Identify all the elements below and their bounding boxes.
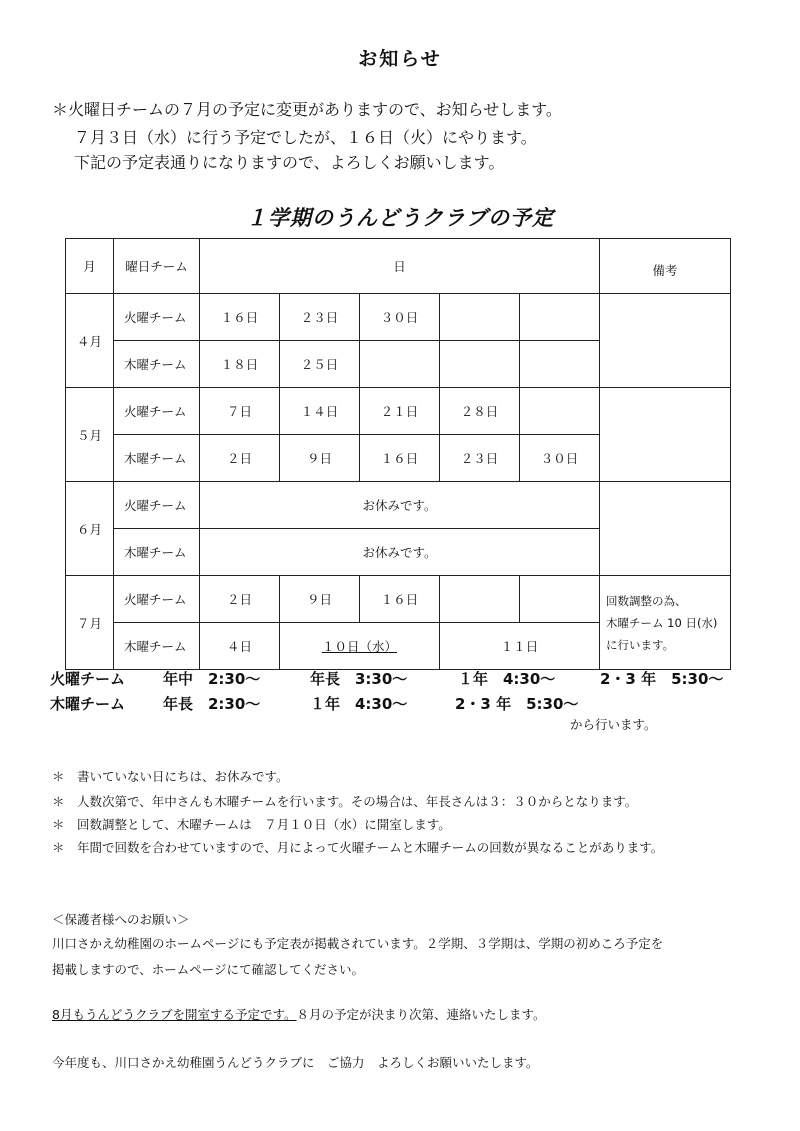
day-cell: [520, 294, 600, 341]
header-team: 曜日チーム: [114, 239, 200, 294]
day-cell: ３０日: [360, 294, 440, 341]
august-underlined: 8月もうんどうクラブを開室する予定です。: [52, 1007, 297, 1022]
team-cell: 木曜チーム: [114, 341, 200, 388]
closing-message: 今年度も、川口さかえ幼稚園うんどうクラブに ご協力 よろしくお願いいたします。: [52, 1055, 539, 1070]
times-tue-group-1: 年中 2:30～: [163, 670, 261, 688]
table-row: [66, 388, 731, 435]
times-thu-group-3: 2・3 年 5:30～: [455, 695, 579, 713]
note-july-line-1: 回数調整の為、: [606, 593, 687, 608]
day-cell: [440, 341, 520, 388]
day-cell: ７日: [200, 388, 280, 435]
day-cell: ９日: [280, 435, 360, 482]
times-tue-group-2: 年長 3:30～: [310, 670, 408, 688]
day-cell: ４日: [200, 623, 280, 670]
month-cell: ５月: [66, 388, 114, 482]
day-cell: １６日: [360, 435, 440, 482]
day-cell: ２３日: [280, 294, 360, 341]
header-month: 月: [66, 239, 114, 294]
note-july-line-3: に行います。: [606, 637, 675, 652]
day-cell-changed: [280, 623, 440, 670]
header-note: 備考: [600, 239, 731, 294]
schedule-title: １学期のうんどうクラブの予定: [246, 206, 554, 230]
table-row: [66, 576, 731, 623]
day-cell: ２１日: [360, 388, 440, 435]
rest-cell: お休みです。: [200, 529, 600, 576]
day-cell: ３０日: [520, 435, 600, 482]
times-tue-group-4: 2・3 年 5:30～: [600, 670, 724, 688]
page-title: お知らせ: [358, 48, 442, 70]
note-cell: [600, 388, 731, 482]
bullet-note: ＊ 回数調整として、木曜チームは ７月１０日（水）に開室します。: [52, 817, 451, 832]
day-cell: [440, 576, 520, 623]
team-cell: 火曜チーム: [114, 294, 200, 341]
times-thu-group-1: 年長 2:30～: [163, 695, 261, 713]
intro-line-2: ７月３日（水）に行う予定でしたが、１６日（火）にやります。: [74, 128, 537, 147]
note-cell: [600, 482, 731, 576]
august-notice: [52, 1005, 545, 1023]
august-rest: ８月の予定が決まり次第、連絡いたします。: [296, 1007, 546, 1022]
notice-heading: ＜保護者様へのお願い＞: [52, 912, 190, 927]
month-cell: ４月: [66, 294, 114, 388]
bullet-note: ＊ 人数次第で、年中さんも木曜チームを行います。その場合は、年長さんは３：３０からとなります。: [52, 794, 638, 809]
day-cell: ２５日: [280, 341, 360, 388]
changed-date: １０日（水）: [321, 639, 397, 654]
note-july: [600, 576, 731, 670]
day-cell: ２日: [200, 435, 280, 482]
day-cell: ９日: [280, 576, 360, 623]
day-cell: [520, 388, 600, 435]
day-cell: [520, 341, 600, 388]
notice-line-2: 掲載しますので、ホームページにて確認してください。: [52, 962, 365, 977]
team-cell: 火曜チーム: [114, 576, 200, 623]
day-cell: [520, 576, 600, 623]
schedule-table: [65, 238, 731, 670]
day-cell: １６日: [360, 576, 440, 623]
day-cell: １４日: [280, 388, 360, 435]
times-suffix: から行います。: [570, 717, 657, 732]
team-cell: 火曜チーム: [114, 482, 200, 529]
team-cell: 木曜チーム: [114, 435, 200, 482]
day-cell: [440, 294, 520, 341]
month-cell: ７月: [66, 576, 114, 670]
day-cell: [360, 341, 440, 388]
day-cell: ２８日: [440, 388, 520, 435]
note-july-line-2: 木曜チーム 10 日(水): [606, 615, 718, 630]
intro-line-1: ＊火曜日チームの７月の予定に変更がありますので、お知らせします。: [52, 100, 562, 119]
note-cell: [600, 294, 731, 388]
header-day: 日: [200, 239, 600, 294]
bullet-note: ＊ 年間で回数を合わせていますので、月によって火曜チームと木曜チームの回数が異なることがあります。: [52, 840, 664, 855]
month-cell: ６月: [66, 482, 114, 576]
table-row: [66, 294, 731, 341]
team-cell: 火曜チーム: [114, 388, 200, 435]
team-cell: 木曜チーム: [114, 529, 200, 576]
table-row: [66, 482, 731, 529]
times-tue-team: 火曜チーム: [50, 670, 126, 688]
day-cell: １８日: [200, 341, 280, 388]
day-cell: ２日: [200, 576, 280, 623]
notice-line-1: 川口さかえ幼稚園のホームページにも予定表が掲載されています。２学期、３学期は、学期の初めころ予定を: [52, 936, 664, 951]
day-cell: ２３日: [440, 435, 520, 482]
times-tue-group-3: １年 4:30～: [458, 670, 556, 688]
day-cell: １１日: [440, 623, 600, 670]
day-cell: １６日: [200, 294, 280, 341]
bullet-note: ＊ 書いていない日にちは、お休みです。: [52, 769, 289, 784]
rest-cell: お休みです。: [200, 482, 600, 529]
times-thu-team: 木曜チーム: [50, 695, 126, 713]
intro-line-3: 下記の予定表通りになりますので、よろしくお願いします。: [74, 153, 505, 172]
team-cell: 木曜チーム: [114, 623, 200, 670]
table-header-row: [66, 239, 731, 294]
times-thu-group-2: １年 4:30～: [310, 695, 408, 713]
